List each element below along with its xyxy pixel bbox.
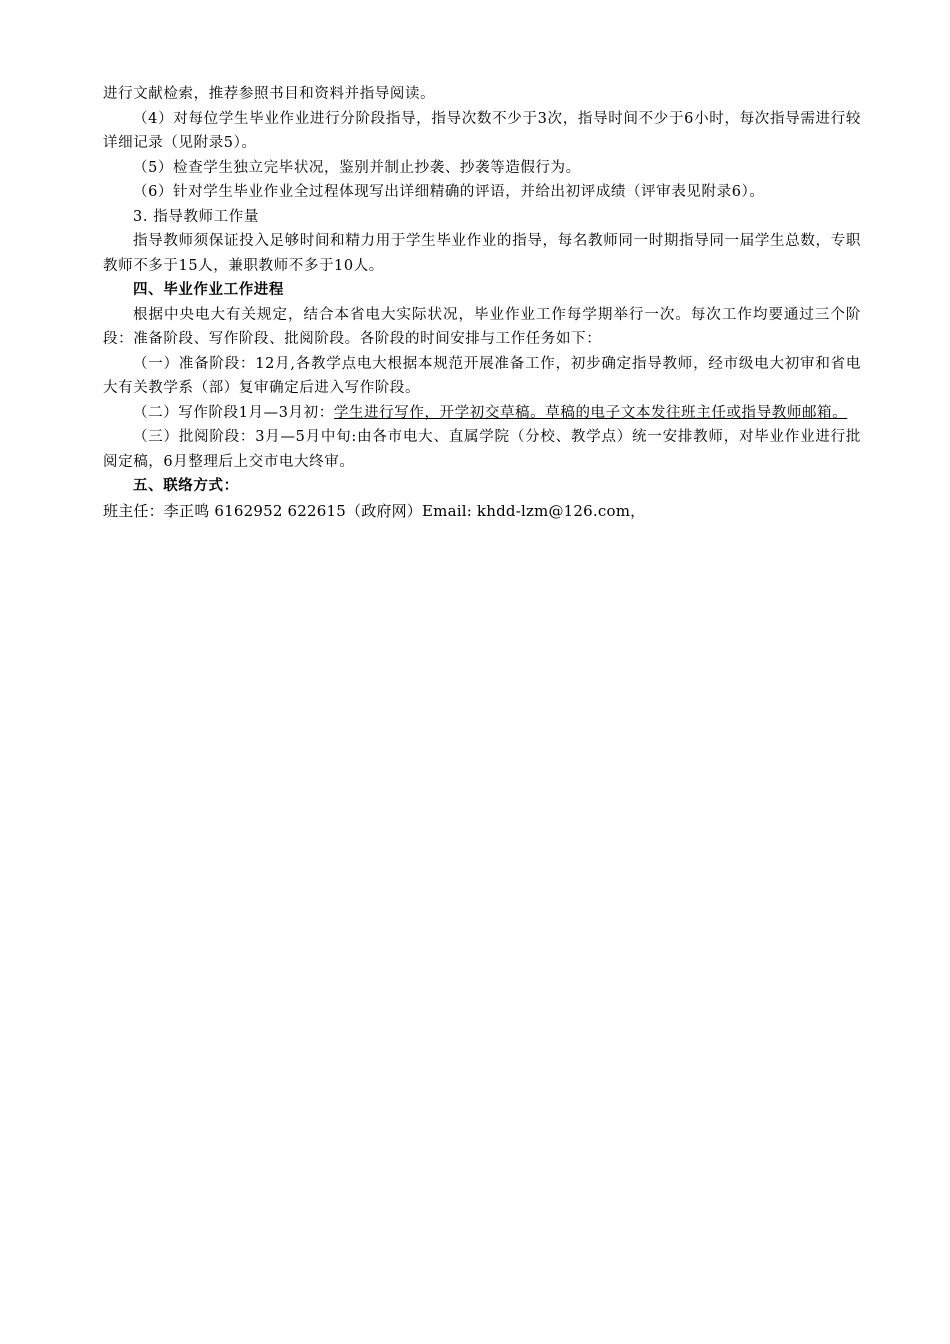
paragraph-literature-search: 进行文献检索，推荐参照书目和资料并指导阅读。: [103, 86, 436, 102]
paragraph-preparation-stage: （一）准备阶段：12月,各教学点电大根据本规范开展准备工作，初步确定指导教师，经市级电大初审和省电大有关教学系（部）复审确定后进入写作阶段。: [103, 355, 861, 396]
paragraph-staged-guidance: （4）对每位学生毕业作业进行分阶段指导，指导次数不少于3次，指导时间不少于6小时，每次指导需进行较详细记录（见附录5）。: [103, 110, 861, 151]
document-page: [103, 82, 861, 523]
paragraph-check-plagiarism: （5）检查学生独立完毕状况，鉴别并制止抄袭、抄袭等造假行为。: [133, 159, 581, 176]
paragraph-evaluation: （6）针对学生毕业作业全过程体现写出详细精确的评语，并给出初评成绩（评审表见附录6）。: [133, 184, 765, 200]
contact-line: 班主任：李正鸣 6162952 622615（政府网）Email: khdd-lzm@126.com，: [103, 501, 646, 520]
paragraph-workload-detail: 指导教师须保证投入足够时间和精力用于学生毕业作业的指导，每名教师同一时期指导同一届学生总数，专职教师不多于15人，兼职教师不多于10人。: [103, 233, 861, 274]
paragraph-review-stage: （三）批阅阶段：3月—5月中旬:由各市电大、直属学院（分校、教学点）统一安排教师，对毕业作业进行批阅定稿，6月整理后上交市电大终审。: [103, 429, 861, 470]
subheading-teacher-workload: 3. 指导教师工作量: [133, 208, 259, 225]
section-heading-contact: 五、联络方式：: [133, 478, 239, 494]
section-heading-progress: 四、毕业作业工作进程: [133, 282, 284, 298]
paragraph-writing-stage: [103, 401, 861, 426]
writing-stage-underlined: 学生进行写作，开学初交草稿。草稿的电子文本发往班主任或指导教师邮箱。: [333, 404, 848, 421]
paragraph-progress-intro: 根据中央电大有关规定，结合本省电大实际状况，毕业作业工作每学期举行一次。每次工作均要通过三个阶段：准备阶段、写作阶段、批阅阶段。各阶段的时间安排与工作任务如下：: [103, 306, 861, 347]
writing-stage-prefix: （二）写作阶段1月—3月初：: [133, 404, 334, 421]
